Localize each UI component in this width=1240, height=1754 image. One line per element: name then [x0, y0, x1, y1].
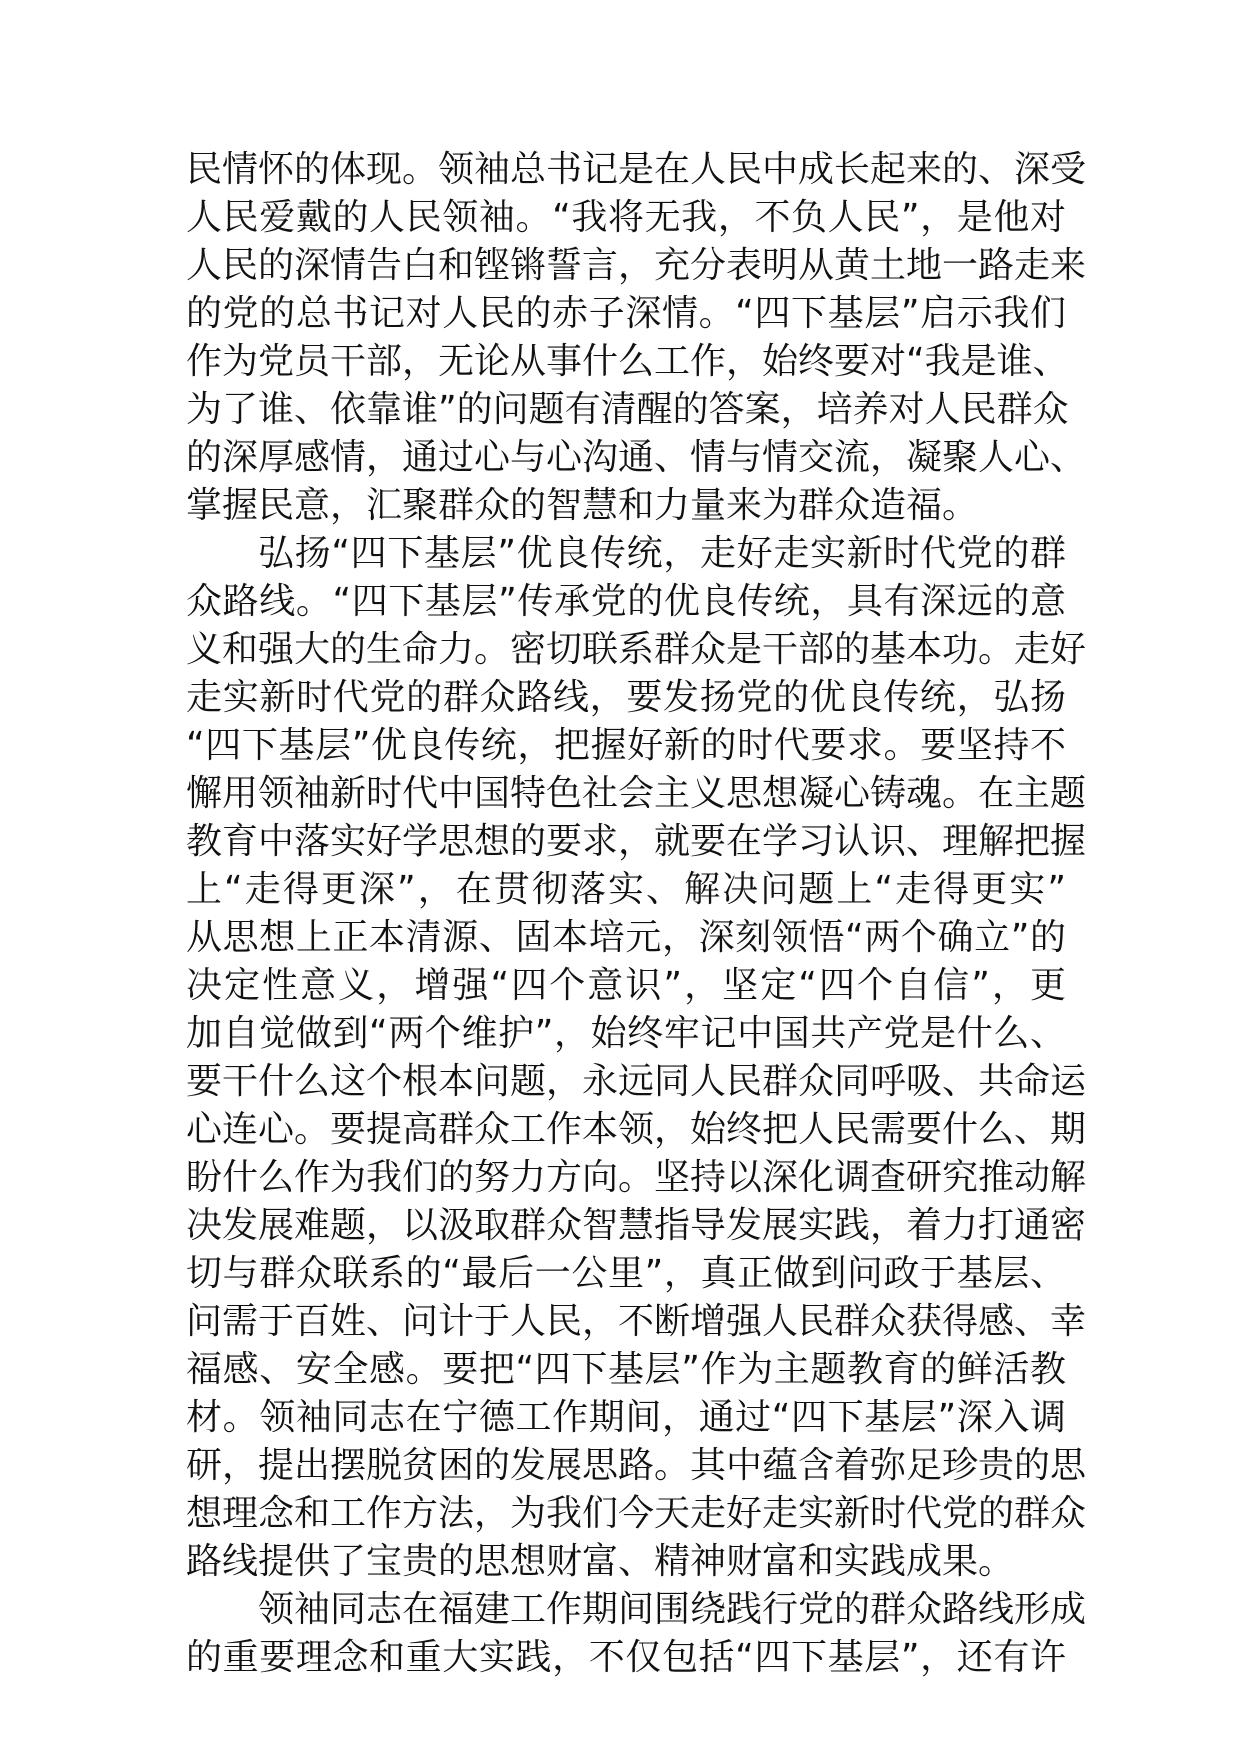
text-line: 切与群众联系的“最后一公里”，真正做到问政于基层、 [186, 1253, 1066, 1294]
text-line: 心连心。要提高群众工作本领，始终把人民需要什么、期 [186, 1109, 1087, 1150]
body-text [186, 146, 1087, 1682]
text-line: 研，提出摆脱贫困的发展思路。其中蕴含着弥足珍贵的思 [186, 1445, 1087, 1486]
text-line: 问需于百姓、问计于人民，不断增强人民群众获得感、幸 [186, 1301, 1087, 1342]
text-line: 民情怀的体现。领袖总书记是在人民中成长起来的、深受 [186, 149, 1087, 190]
text-line: 材。领袖同志在宁德工作期间，通过“四下基层”深入调 [186, 1397, 1066, 1438]
text-line: 人民爱戴的人民领袖。“我将无我，不负人民”，是他对 [186, 197, 1066, 238]
paragraph-end-line: 掌握民意，汇聚群众的智慧和力量来为群众造福。 [186, 485, 979, 526]
text-line: 决发展难题，以汲取群众智慧指导发展实践，着力打通密 [186, 1205, 1087, 1246]
text-line: 从思想上正本清源、固本培元，深刻领悟“两个确立”的 [186, 917, 1066, 958]
paragraph-end-line: 路线提供了宝贵的思想财富、精神财富和实践成果。 [186, 1541, 1015, 1582]
text-line: 的重要理念和重大实践，不仅包括“四下基层”，还有许 [186, 1637, 1066, 1678]
text-line: 想理念和工作方法，为我们今天走好走实新时代党的群众 [186, 1493, 1087, 1534]
text-line: 教育中落实好学思想的要求，就要在学习认识、理解把握 [186, 821, 1087, 862]
text-line: 福感、安全感。要把“四下基层”作为主题教育的鲜活教 [186, 1349, 1066, 1390]
text-line: 上“走得更深”，在贯彻落实、解决问题上“走得更实” [186, 869, 1066, 910]
text-line: 义和强大的生命力。密切联系群众是干部的基本功。走好 [186, 629, 1087, 670]
text-line: 作为党员干部，无论从事什么工作，始终要对“我是谁、 [186, 341, 1069, 382]
paragraph-start-line: 弘扬“四下基层”优良传统，走好走实新时代党的群 [258, 533, 1066, 574]
paragraph-start-line: 领袖同志在福建工作期间围绕践行党的群众路线形成 [258, 1589, 1087, 1630]
text-line: 要干什么这个根本问题，永远同人民群众同呼吸、共命运 [186, 1061, 1087, 1102]
text-line: 走实新时代党的群众路线，要发扬党的优良传统，弘扬 [186, 677, 1066, 718]
text-line: 人民的深情告白和铿锵誓言，充分表明从黄土地一路走来 [186, 245, 1087, 286]
text-line: 懈用领袖新时代中国特色社会主义思想凝心铸魂。在主题 [186, 773, 1087, 814]
text-line: 众路线。“四下基层”传承党的优良传统，具有深远的意 [186, 581, 1066, 622]
text-line: 的党的总书记对人民的赤子深情。“四下基层”启示我们 [186, 293, 1066, 334]
text-line: 决定性意义，增强“四个意识”，坚定“四个自信”，更 [186, 965, 1066, 1006]
text-line: 为了谁、依靠谁”的问题有清醒的答案，培养对人民群众 [186, 389, 1069, 430]
text-line: 的深厚感情，通过心与心沟通、情与情交流，凝聚人心、 [186, 437, 1087, 478]
text-line: “四下基层”优良传统，把握好新的时代要求。要坚持不 [186, 725, 1066, 766]
text-line: 盼什么作为我们的努力方向。坚持以深化调查研究推动解 [186, 1157, 1087, 1198]
text-line: 加自觉做到“两个维护”，始终牢记中国共产党是什么、 [186, 1013, 1066, 1054]
